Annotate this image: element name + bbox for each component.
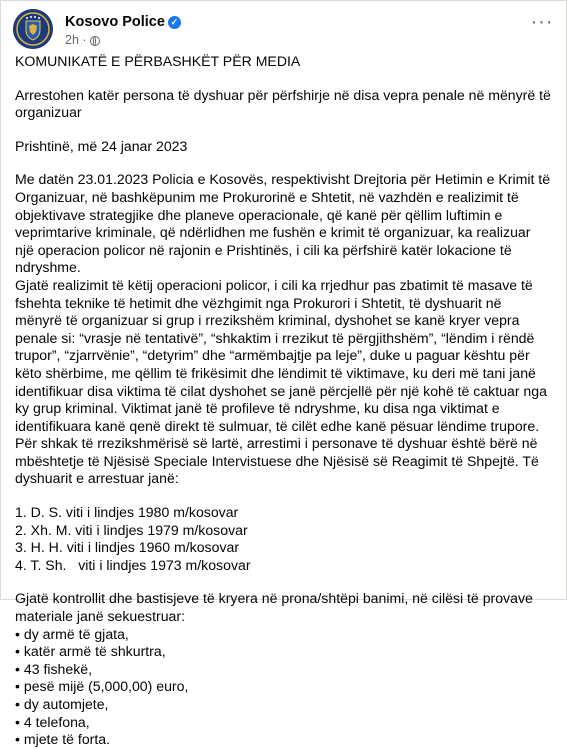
- suspect-item: 4. T. Sh. viti i lindjes 1973 m/kosovar: [15, 556, 251, 573]
- avatar[interactable]: [13, 9, 53, 49]
- seized-item: • 43 fishekë,: [15, 660, 93, 677]
- suspect-item: 1. D. S. viti i lindjes 1980 m/kosovar: [15, 504, 239, 521]
- verified-badge-icon: ✓: [168, 16, 181, 29]
- paragraph-1: Me datën 23.01.2023 Policia e Kosovës, respektivisht Drejtoria për Hetimin e Krimit të Organizuar, në bashkëpunim me Prokurorinë e Shtetit, në vazhdën e realizimit të objektivave strategjike dhe planeve operacionale, që kanë për qëllim luftimin e veprimtarive kriminale, që ndërlidhen me fushën e krimit të organizuar, ka realizuar një operacion policor në rajonin e Prishtinës, i cili ka përfshirë katër lokacione të ndryshme.: [15, 171, 551, 276]
- seized-item: • mjete të forta.: [15, 731, 111, 748]
- post-heading: KOMUNIKATË E PËRBASHKËT PËR MEDIA: [15, 53, 301, 69]
- seized-item: • dy automjete,: [15, 696, 109, 712]
- seized-item: • 4 telefona,: [15, 713, 90, 730]
- paragraph-3: Për shkak të rrezikshmërisë së lartë, arrestimi i personave të dyshuar është bërë në mbështetje të Njësisë Speciale Intervistuese dhe Njësisë së Reagimit të Shpejtë. Të dyshuarit e arrestuar janë:: [15, 435, 539, 487]
- seized-item: • pesë mijë (5,000,00) euro,: [15, 678, 189, 695]
- post-dateline: Prishtinë, më 24 janar 2023: [15, 137, 188, 154]
- post-meta: [65, 33, 100, 47]
- suspect-item: 3. H. H. viti i lindjes 1960 m/kosovar: [15, 539, 240, 556]
- globe-icon: [90, 36, 100, 46]
- paragraph-4: Gjatë kontrollit dhe bastisjeve të kryera në prona/shtëpi banimi, në cilësi të provave materiale janë sekuestruar:: [15, 590, 533, 625]
- suspect-item: 2. Xh. M. viti i lindjes 1979 m/kosovar: [15, 521, 248, 538]
- paragraph-2: Gjatë realizimit të këtij operacioni policor, i cili ka rrjedhur pas zbatimit të masave të fshehta teknike të hetimit dhe vëzhgimit nga Prokurori i Shtetit, të dyshuarit në mënyrë të organizuar si grup i rrezikshëm kriminal, dyshohet se kanë kryer vepra penale si: “vrasje në tentativë”, “shkaktim i rrezikut të përgjithshëm”, “lëndim i rëndë trupor”, “zjarrvënie”, “detyrim” dhe “armëmbajtje pa leje”, duke u paguar kështu për këto shërbime, me qëllim të frikësimit dhe lëndimit të viktimave, ku deri më tani janë identifikuar disa viktima të cilat dyshohet se janë përcjellë për një kohë të caktuar nga ky grup kriminal. Viktimat janë të profileve të ndryshme, ku disa nga viktimat e identifikuara kanë qenë direkt të sulmuar, të cilët edhe kanë pësuar lëndime trupore.: [15, 276, 547, 434]
- meta-separator: ·: [82, 33, 87, 47]
- post-subtitle: Arrestohen katër persona të dyshuar për përfshirje në disa vepra penale në mënyrë të organizuar: [15, 86, 551, 121]
- seized-item: • dy armë të gjata,: [15, 625, 129, 642]
- author-name[interactable]: Kosovo Police: [65, 14, 165, 30]
- police-logo-icon: [13, 9, 53, 49]
- more-options-icon[interactable]: ···: [530, 11, 554, 33]
- post-time[interactable]: 2h: [65, 33, 79, 47]
- post-body: [15, 53, 552, 749]
- seized-item: • katër armë të shkurtra,: [15, 643, 166, 660]
- post-header: [13, 9, 554, 49]
- author-line[interactable]: [65, 14, 181, 30]
